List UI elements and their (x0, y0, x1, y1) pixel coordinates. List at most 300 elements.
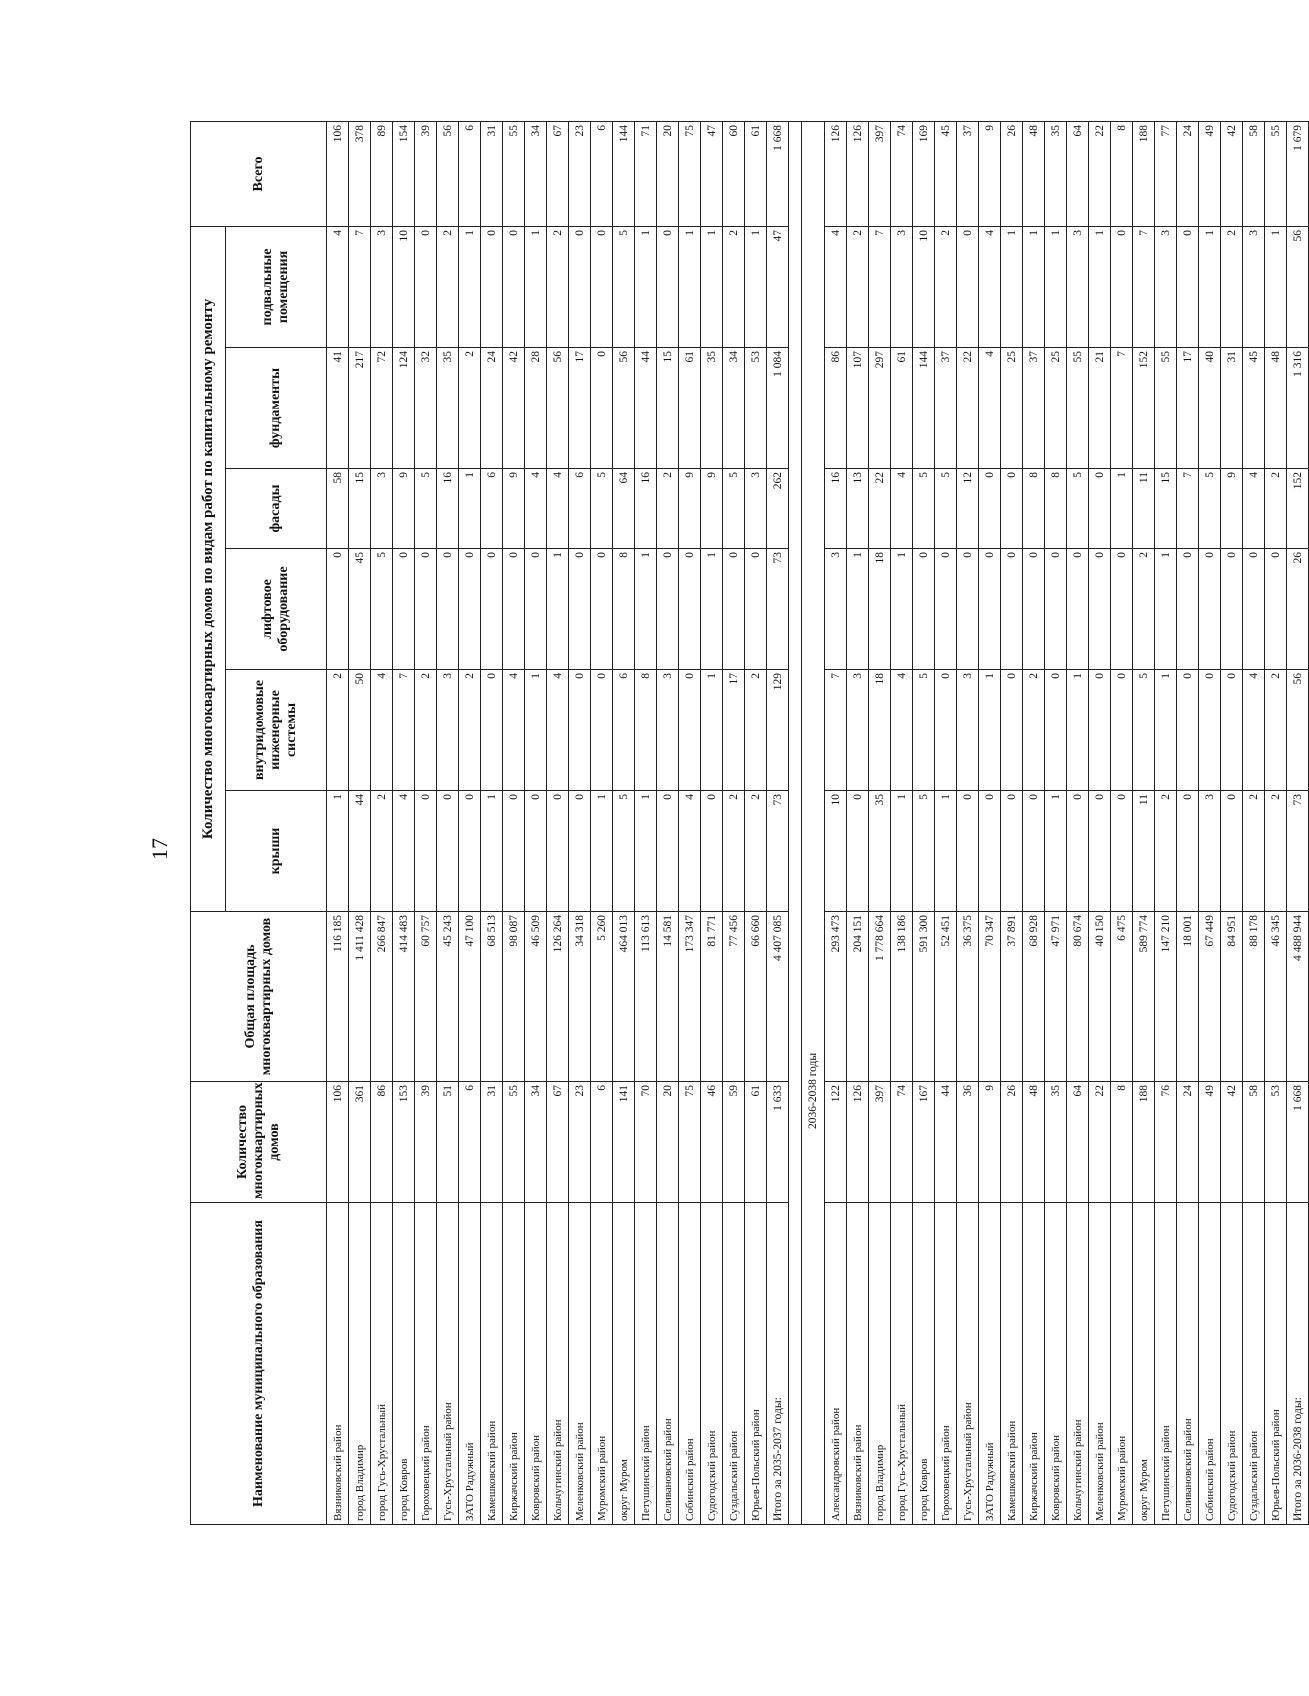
value-cell: 188 (1133, 121, 1155, 226)
value-cell: 3 (1199, 791, 1221, 912)
value-cell: 0 (1089, 549, 1111, 670)
value-cell: 0 (979, 791, 1001, 912)
value-cell: 0 (913, 549, 935, 670)
value-cell: 42 (503, 348, 525, 469)
value-cell: 152 (1133, 348, 1155, 469)
municipality-cell: Ковровский район (525, 1203, 547, 1525)
value-cell: 0 (657, 226, 679, 347)
value-cell: 3 (1067, 226, 1089, 347)
value-cell: 36 (957, 1082, 979, 1203)
value-cell: 46 509 (525, 912, 547, 1082)
value-cell: 8 (1023, 469, 1045, 549)
value-cell: 0 (1199, 549, 1221, 670)
value-cell: 34 318 (569, 912, 591, 1082)
table-row (657, 121, 679, 1524)
value-cell: 1 (635, 226, 657, 347)
value-cell: 24 (481, 348, 503, 469)
value-cell: 68 513 (481, 912, 503, 1082)
table-row (1265, 121, 1287, 1524)
value-cell: 7 (393, 670, 415, 791)
value-cell: 126 264 (547, 912, 569, 1082)
value-cell: 152 (1287, 469, 1309, 549)
table-row (437, 121, 459, 1524)
municipality-cell: Суздальский район (1243, 1203, 1265, 1525)
table-row (891, 121, 913, 1524)
value-cell: 0 (1089, 469, 1111, 549)
value-cell: 188 (1133, 1082, 1155, 1203)
municipality-cell: Суздальский район (723, 1203, 745, 1525)
value-cell: 2 (745, 670, 767, 791)
value-cell: 35 (701, 348, 723, 469)
value-cell: 9 (979, 1082, 1001, 1203)
municipality-cell: город Владимир (869, 1203, 891, 1525)
value-cell: 4 (327, 226, 349, 347)
value-cell: 4 (547, 670, 569, 791)
value-cell: 86 (825, 348, 847, 469)
value-cell: 6 (459, 121, 481, 226)
value-cell: 72 (371, 348, 393, 469)
value-cell: 55 (1067, 348, 1089, 469)
value-cell: 3 (957, 670, 979, 791)
value-cell: 7 (1177, 469, 1199, 549)
value-cell: 169 (913, 121, 935, 226)
header-name: Наименование муниципального образования (191, 1203, 327, 1525)
value-cell: 0 (745, 549, 767, 670)
municipality-cell: Гороховецкий район (415, 1203, 437, 1525)
value-cell: 1 (745, 226, 767, 347)
value-cell: 0 (657, 549, 679, 670)
table-row (1045, 121, 1067, 1524)
table-row (1243, 121, 1265, 1524)
value-cell: 1 (481, 791, 503, 912)
value-cell: 4 (979, 226, 1001, 347)
value-cell: 2 (437, 226, 459, 347)
value-cell: 126 (825, 121, 847, 226)
value-cell: 5 (1067, 469, 1089, 549)
value-cell: 1 (979, 670, 1001, 791)
value-cell: 39 (415, 1082, 437, 1203)
value-cell: 116 185 (327, 912, 349, 1082)
value-cell: 48 (1023, 121, 1045, 226)
value-cell: 4 (891, 469, 913, 549)
table-row (825, 121, 847, 1524)
value-cell: 173 347 (679, 912, 701, 1082)
municipality-cell: ЗАТО Радужный (459, 1203, 481, 1525)
value-cell: 16 (635, 469, 657, 549)
value-cell: 10 (393, 226, 415, 347)
value-cell: 9 (1221, 469, 1243, 549)
table-row (1089, 121, 1111, 1524)
value-cell: 4 (979, 348, 1001, 469)
value-cell: 52 451 (935, 912, 957, 1082)
value-cell: 154 (393, 121, 415, 226)
value-cell: 1 (525, 670, 547, 791)
value-cell: 3 (371, 469, 393, 549)
value-cell: 50 (349, 670, 371, 791)
value-cell: 2 (1265, 791, 1287, 912)
value-cell: 45 243 (437, 912, 459, 1082)
value-cell: 2 (1023, 670, 1045, 791)
value-cell: 22 (957, 348, 979, 469)
municipality-cell: округ Муром (613, 1203, 635, 1525)
municipality-cell: Юрьев-Польский район (1265, 1203, 1287, 1525)
value-cell: 15 (1155, 469, 1177, 549)
value-cell: 7 (1133, 226, 1155, 347)
value-cell: 1 (935, 791, 957, 912)
value-cell: 1 084 (767, 348, 789, 469)
value-cell: 11 (1133, 791, 1155, 912)
header-facades: фасады (226, 469, 327, 549)
value-cell: 0 (1199, 670, 1221, 791)
value-cell: 0 (979, 549, 1001, 670)
table-row (525, 121, 547, 1524)
value-cell: 3 (657, 670, 679, 791)
value-cell: 0 (957, 791, 979, 912)
value-cell: 37 (935, 348, 957, 469)
table-row (1155, 121, 1177, 1524)
table-row (591, 121, 613, 1524)
value-cell: 60 (723, 121, 745, 226)
value-cell: 55 (1155, 348, 1177, 469)
value-cell: 24 (1177, 1082, 1199, 1203)
value-cell: 0 (1067, 791, 1089, 912)
value-cell: 56 (1287, 670, 1309, 791)
value-cell: 2 (723, 791, 745, 912)
value-cell: 2 (847, 226, 869, 347)
municipality-cell: Камешковский район (1001, 1203, 1023, 1525)
value-cell: 5 (935, 469, 957, 549)
value-cell: 37 (957, 121, 979, 226)
municipality-cell: Петушинский район (1155, 1203, 1177, 1525)
value-cell: 3 (891, 226, 913, 347)
value-cell: 0 (503, 226, 525, 347)
value-cell: 48 (1023, 1082, 1045, 1203)
value-cell: 80 674 (1067, 912, 1089, 1082)
value-cell: 0 (957, 549, 979, 670)
value-cell: 47 100 (459, 912, 481, 1082)
value-cell: 106 (327, 121, 349, 226)
value-cell: 56 (613, 348, 635, 469)
value-cell: 67 449 (1199, 912, 1221, 1082)
value-cell: 361 (349, 1082, 371, 1203)
section-title: 2036-2038 годы (802, 121, 825, 1524)
value-cell: 64 (1067, 1082, 1089, 1203)
value-cell: 58 (1243, 121, 1265, 226)
header-systems: внутридомовые инженерные системы (226, 670, 327, 791)
value-cell: 0 (503, 549, 525, 670)
value-cell: 153 (393, 1082, 415, 1203)
table-row (723, 121, 745, 1524)
value-cell: 2 (327, 670, 349, 791)
value-cell: 0 (591, 549, 613, 670)
value-cell: 36 375 (957, 912, 979, 1082)
value-cell: 144 (613, 121, 635, 226)
value-cell: 37 (1023, 348, 1045, 469)
value-cell: 51 (437, 1082, 459, 1203)
value-cell: 1 (1023, 226, 1045, 347)
table-row (415, 121, 437, 1524)
value-cell: 17 (1177, 348, 1199, 469)
value-cell: 9 (701, 469, 723, 549)
municipality-cell: Селивановский район (1177, 1203, 1199, 1525)
value-cell: 47 (767, 226, 789, 347)
value-cell: 67 (547, 1082, 569, 1203)
value-cell: 15 (349, 469, 371, 549)
value-cell: 16 (437, 469, 459, 549)
section-gap-row (789, 121, 802, 1524)
value-cell: 76 (1155, 1082, 1177, 1203)
capital-repair-table (190, 121, 1309, 1525)
value-cell: 56 (1287, 226, 1309, 347)
value-cell: 56 (547, 348, 569, 469)
value-cell: 58 (327, 469, 349, 549)
header-houses: Количество многоквартирных домов (191, 1082, 327, 1203)
table-row (869, 121, 891, 1524)
municipality-cell: округ Муром (1133, 1203, 1155, 1525)
value-cell: 9 (679, 469, 701, 549)
value-cell: 25 (1001, 348, 1023, 469)
header-basements: подвальные помещения (226, 226, 327, 347)
value-cell: 0 (1221, 670, 1243, 791)
municipality-cell: Кольчугинский район (1067, 1203, 1089, 1525)
value-cell: 8 (1045, 469, 1067, 549)
total-row (767, 121, 789, 1524)
value-cell: 1 (1045, 791, 1067, 912)
value-cell: 167 (913, 1082, 935, 1203)
value-cell: 64 (1067, 121, 1089, 226)
header-roofs: крыши (226, 791, 327, 912)
value-cell: 2 (1221, 226, 1243, 347)
value-cell: 44 (935, 1082, 957, 1203)
value-cell: 77 (1155, 121, 1177, 226)
value-cell: 4 (525, 469, 547, 549)
value-cell: 20 (657, 1082, 679, 1203)
value-cell: 5 (591, 469, 613, 549)
value-cell: 6 (459, 1082, 481, 1203)
value-cell: 1 (635, 549, 657, 670)
value-cell: 44 (349, 791, 371, 912)
value-cell: 1 (679, 226, 701, 347)
municipality-cell: Александровский район (825, 1203, 847, 1525)
municipality-cell: Киржачский район (503, 1203, 525, 1525)
value-cell: 61 (745, 1082, 767, 1203)
table-row (613, 121, 635, 1524)
value-cell: 126 (847, 1082, 869, 1203)
value-cell: 31 (481, 1082, 503, 1203)
table-row (547, 121, 569, 1524)
value-cell: 42 (1221, 1082, 1243, 1203)
value-cell: 74 (891, 121, 913, 226)
table-row (459, 121, 481, 1524)
value-cell: 8 (1111, 1082, 1133, 1203)
value-cell: 0 (935, 670, 957, 791)
value-cell: 0 (1001, 549, 1023, 670)
value-cell: 0 (1089, 791, 1111, 912)
table-row (327, 121, 349, 1524)
value-cell: 0 (1111, 791, 1133, 912)
value-cell: 0 (481, 549, 503, 670)
value-cell: 45 (349, 549, 371, 670)
value-cell: 55 (1265, 121, 1287, 226)
value-cell: 0 (569, 226, 591, 347)
value-cell: 9 (503, 469, 525, 549)
value-cell: 55 (503, 121, 525, 226)
section-title-row (802, 121, 825, 1524)
municipality-cell: город Владимир (349, 1203, 371, 1525)
table-row (745, 121, 767, 1524)
value-cell: 47 (701, 121, 723, 226)
value-cell: 4 (1243, 670, 1265, 791)
value-cell: 2 (371, 791, 393, 912)
value-cell: 262 (767, 469, 789, 549)
value-cell: 1 (701, 549, 723, 670)
value-cell: 2 (1265, 670, 1287, 791)
value-cell: 13 (847, 469, 869, 549)
value-cell: 6 (613, 670, 635, 791)
value-cell: 0 (1221, 549, 1243, 670)
value-cell: 10 (913, 226, 935, 347)
value-cell: 0 (1111, 549, 1133, 670)
value-cell: 0 (1177, 549, 1199, 670)
value-cell: 22 (1089, 1082, 1111, 1203)
value-cell: 464 013 (613, 912, 635, 1082)
value-cell: 129 (767, 670, 789, 791)
value-cell: 23 (569, 1082, 591, 1203)
table-row (569, 121, 591, 1524)
value-cell: 5 (371, 549, 393, 670)
value-cell: 144 (913, 348, 935, 469)
value-cell: 10 (825, 791, 847, 912)
value-cell: 55 (503, 1082, 525, 1203)
value-cell: 15 (657, 348, 679, 469)
municipality-cell: город Гусь-Хрустальный (891, 1203, 913, 1525)
municipality-cell: Камешковский район (481, 1203, 503, 1525)
value-cell: 6 (591, 1082, 613, 1203)
value-cell: 6 (591, 121, 613, 226)
value-cell: 14 581 (657, 912, 679, 1082)
value-cell: 0 (525, 791, 547, 912)
value-cell: 124 (393, 348, 415, 469)
value-cell: 0 (679, 670, 701, 791)
value-cell: 397 (869, 1082, 891, 1203)
value-cell: 0 (657, 791, 679, 912)
value-cell: 4 (679, 791, 701, 912)
value-cell: 61 (745, 121, 767, 226)
municipality-cell: Итого за 2036-2038 годы: (1287, 1203, 1309, 1525)
value-cell: 75 (679, 121, 701, 226)
value-cell: 26 (1001, 1082, 1023, 1203)
municipality-cell: Собинский район (679, 1203, 701, 1525)
value-cell: 3 (825, 549, 847, 670)
municipality-cell: Вязниковский район (327, 1203, 349, 1525)
value-cell: 22 (869, 469, 891, 549)
table-row (1111, 121, 1133, 1524)
value-cell: 1 (1199, 226, 1221, 347)
municipality-cell: Итого за 2035-2037 годы: (767, 1203, 789, 1525)
value-cell: 4 (503, 670, 525, 791)
value-cell: 4 (1243, 469, 1265, 549)
value-cell: 0 (1111, 670, 1133, 791)
value-cell: 3 (1243, 226, 1265, 347)
value-cell: 5 260 (591, 912, 613, 1082)
value-cell: 58 (1243, 1082, 1265, 1203)
section-2035-2037 (327, 121, 789, 1524)
value-cell: 0 (547, 791, 569, 912)
value-cell: 0 (327, 549, 349, 670)
value-cell: 0 (679, 549, 701, 670)
municipality-cell: Судогодский район (701, 1203, 723, 1525)
section-divider (789, 121, 825, 1524)
value-cell: 7 (825, 670, 847, 791)
value-cell: 48 (1265, 348, 1287, 469)
value-cell: 2 (1265, 469, 1287, 549)
value-cell: 1 (1001, 226, 1023, 347)
value-cell: 1 (1045, 226, 1067, 347)
value-cell: 1 (1111, 469, 1133, 549)
municipality-cell: Собинский район (1199, 1203, 1221, 1525)
value-cell: 2 (459, 348, 481, 469)
page-number: 17 (147, 838, 172, 860)
value-cell: 5 (913, 469, 935, 549)
municipality-cell: Кольчугинский район (547, 1203, 569, 1525)
value-cell: 75 (679, 1082, 701, 1203)
value-cell: 40 (1199, 348, 1221, 469)
value-cell: 73 (1287, 791, 1309, 912)
value-cell: 25 (1045, 348, 1067, 469)
table-row (701, 121, 723, 1524)
value-cell: 64 (613, 469, 635, 549)
header-lifts: лифтовое оборудование (226, 549, 327, 670)
value-cell: 1 (459, 469, 481, 549)
value-cell: 0 (1221, 791, 1243, 912)
value-cell: 18 (869, 670, 891, 791)
value-cell: 4 (891, 670, 913, 791)
value-cell: 0 (1177, 670, 1199, 791)
value-cell: 49 (1199, 1082, 1221, 1203)
value-cell: 35 (869, 791, 891, 912)
value-cell: 37 891 (1001, 912, 1023, 1082)
value-cell: 4 (393, 791, 415, 912)
value-cell: 86 (371, 1082, 393, 1203)
value-cell: 67 (547, 121, 569, 226)
value-cell: 6 (569, 469, 591, 549)
value-cell: 70 347 (979, 912, 1001, 1082)
value-cell: 41 (327, 348, 349, 469)
value-cell: 28 (525, 348, 547, 469)
value-cell: 1 (547, 549, 569, 670)
value-cell: 3 (437, 670, 459, 791)
value-cell: 21 (1089, 348, 1111, 469)
municipality-cell: город Гусь-Хрустальный (371, 1203, 393, 1525)
value-cell: 5 (613, 226, 635, 347)
value-cell: 4 (825, 226, 847, 347)
value-cell: 56 (437, 121, 459, 226)
value-cell: 34 (525, 1082, 547, 1203)
value-cell: 0 (459, 549, 481, 670)
value-cell: 1 (701, 670, 723, 791)
value-cell: 8 (613, 549, 635, 670)
municipality-cell: Ковровский район (1045, 1203, 1067, 1525)
table-header (191, 121, 327, 1524)
value-cell: 35 (437, 348, 459, 469)
value-cell: 106 (327, 1082, 349, 1203)
value-cell: 0 (591, 226, 613, 347)
value-cell: 35 (1045, 1082, 1067, 1203)
value-cell: 5 (613, 791, 635, 912)
value-cell: 46 345 (1265, 912, 1287, 1082)
value-cell: 40 150 (1089, 912, 1111, 1082)
value-cell: 18 (869, 549, 891, 670)
